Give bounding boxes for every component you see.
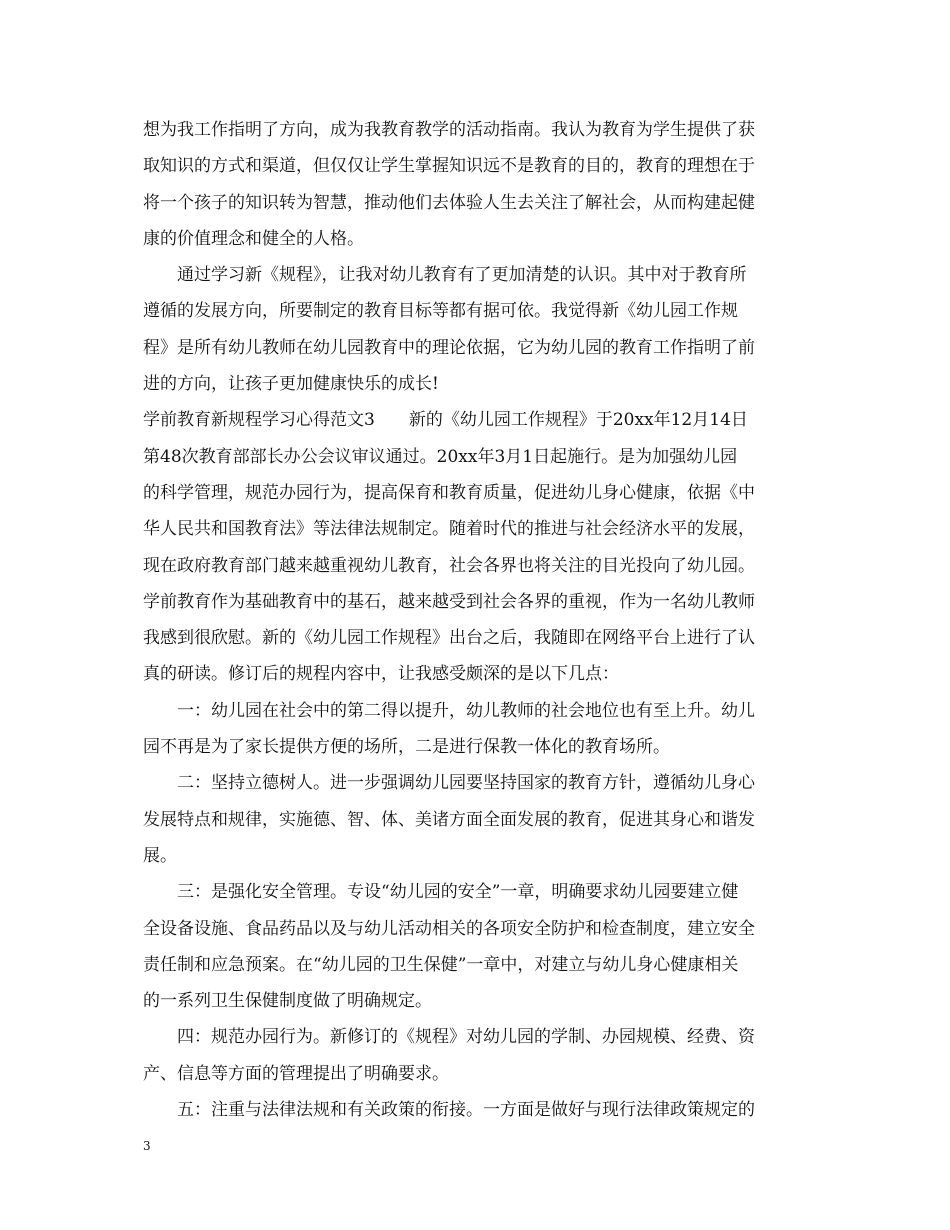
text-line: 一：幼儿园在社会中的第二得以提升，幼儿教师的社会地位也有至上升。幼儿 [177,700,755,721]
text-line: 的科学管理，规范办园行为，提高保育和教育质量，促进幼儿身心健康，依据《中 [143,482,755,503]
text-line: 四：规范办园行为。新修订的《规程》对幼儿园的学制、办园规模、经费、资 [177,1027,755,1048]
text-line: 展。 [143,845,177,866]
text-line: 三：是强化安全管理。专设“幼儿园的安全”一章，明确要求幼儿园要建立健 [177,882,739,903]
text-line: 华人民共和国教育法》等法律法规制定。随着时代的推进与社会经济水平的发展， [143,519,755,540]
text-line: 产、信息等方面的管理提出了明确要求。 [143,1063,449,1084]
text-line: 园不再是为了家长提供方便的场所，二是进行保教一体化的教育场所。 [143,737,670,758]
text-line: 第48次教育部部长办公会议审议通过。20xx年3月1日起施行。是为加强幼儿园 [143,446,738,467]
text-line: 五：注重与法律法规和有关政策的衔接。一方面是做好与现行法律政策规定的 [177,1100,755,1121]
text-line: 遵循的发展方向，所要制定的教育目标等都有据可依。我觉得新《幼儿园工作规 [143,301,738,322]
text-line: 真的研读。修订后的规程内容中，让我感受颇深的是以下几点： [143,664,619,685]
text-line: 将一个孩子的知识转为智慧，推动他们去体验人生去关注了解社会，从而构建起健 [143,192,755,213]
text-line: 进的方向，让孩子更加健康快乐的成长! [143,374,439,395]
text-line: 想为我工作指明了方向，成为我教育教学的活动指南。我认为教育为学生提供了获 [143,120,755,140]
text-line: 全设备设施、食品药品以及与幼儿活动相关的各项安全防护和检查制度，建立安全 [143,918,755,939]
text-line: 责任制和应急预案。在“幼儿园的卫生保健”一章中，对建立与幼儿身心健康相关 [143,954,739,975]
text-line: 通过学习新《规程》，让我对幼儿教育有了更加清楚的认识。其中对于教育所 [177,265,747,286]
text-line: 学前教育作为基础教育中的基石，越来越受到社会各界的重视，作为一名幼儿教师 [143,591,755,612]
text-line: 程》是所有幼儿教师在幼儿园教育中的理论依据，它为幼儿园的教育工作指明了前 [143,337,755,358]
text-line: 康的价值理念和健全的人格。 [143,228,364,249]
page-number: 3 [143,1139,151,1153]
text-line: 取知识的方式和渠道，但仅仅让学生掌握知识远不是教育的目的，教育的理想在于 [143,156,755,177]
text-line: 我感到很欣慰。新的《幼儿园工作规程》出台之后，我随即在网络平台上进行了认 [143,628,755,649]
text-line: 发展特点和规律，实施德、智、体、美诸方面全面发展的教育，促进其身心和谐发 [143,809,755,830]
text-line: 学前教育新规程学习心得范文3 新的《幼儿园工作规程》于20xx年12月14日 [143,410,748,431]
text-line: 二：坚持立德树人。进一步强调幼儿园要坚持国家的教育方针，遵循幼儿身心 [177,773,755,794]
text-line: 的一系列卫生保健制度做了明确规定。 [143,991,432,1012]
text-line: 现在政府教育部门越来越重视幼儿教育，社会各界也将关注的目光投向了幼儿园。 [143,555,755,576]
document-body [143,112,815,1128]
